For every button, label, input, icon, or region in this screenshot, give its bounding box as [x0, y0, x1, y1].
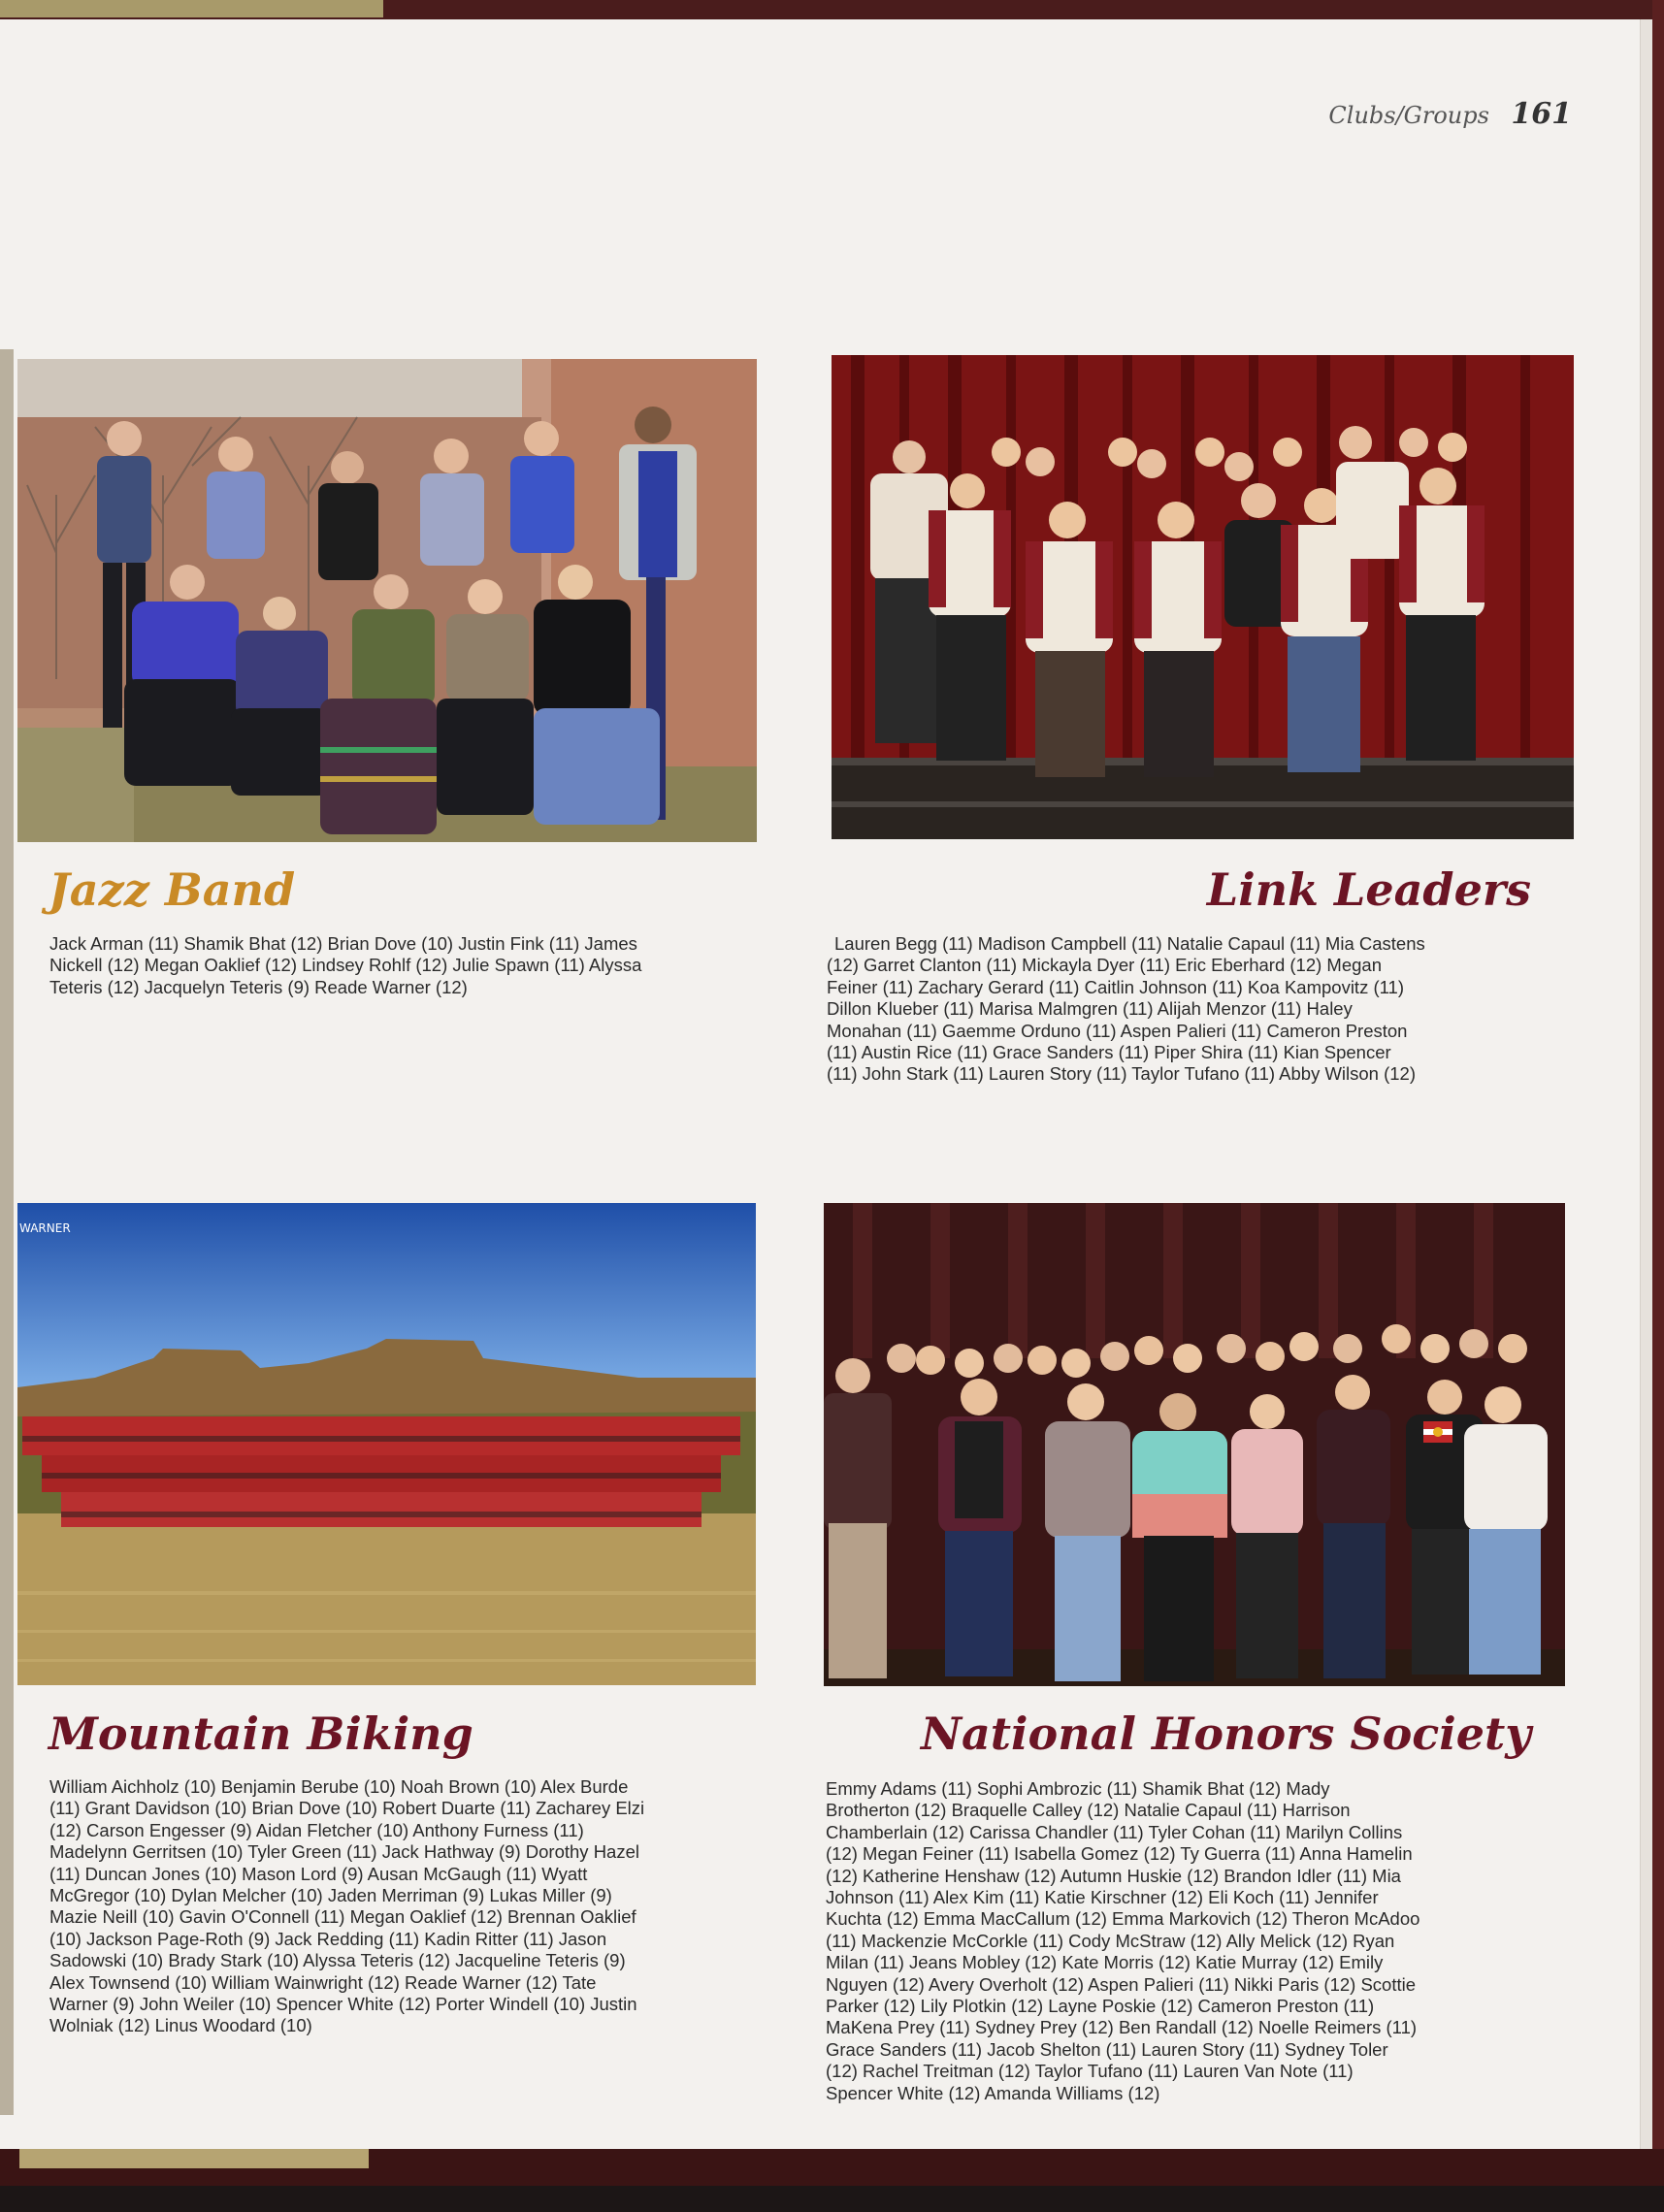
roster-line: (12) Carson Engesser (9) Aidan Fletcher (10) Anthony Furness (11) — [49, 1819, 584, 1840]
roster-line: Nickell (12) Megan Oaklief (12) Lindsey Rohlf (12) Julie Spawn (11) Alyssa — [49, 955, 642, 976]
national-honors-society-title: National Honors Society — [920, 1708, 1531, 1760]
national-honors-society-roster — [826, 1778, 1544, 2104]
roster-line: Teteris (12) Jacquelyn Teteris (9) Reade Warner (12) — [49, 976, 468, 997]
gold-ribbon — [0, 0, 383, 17]
roster-line: Spencer White (12) Amanda Williams (12) — [826, 2082, 1160, 2103]
roster-line: (12) Garret Clanton (11) Mickayla Dyer (11) Eric Eberhard (12) Megan — [827, 955, 1382, 976]
roster-line: (10) Jackson Page-Roth (9) Jack Redding (11) Kadin Ritter (11) Jason — [49, 1928, 607, 1949]
roster-line: Alex Townsend (10) William Wainwright (12) Reade Warner (12) Tate — [49, 1971, 597, 1993]
roster-line: (11) Duncan Jones (10) Mason Lord (9) Ausan McGaugh (11) Wyatt — [49, 1863, 588, 1884]
cover-edge — [1652, 0, 1664, 2212]
roster-line: (12) Megan Feiner (11) Isabella Gomez (12) Ty Guerra (11) Anna Hamelin — [826, 1843, 1413, 1865]
roster-line: Madelynn Gerritsen (10) Tyler Green (11) Jack Hathway (9) Dorothy Hazel — [49, 1841, 639, 1863]
roster-line: Chamberlain (12) Carissa Chandler (11) Tyler Cohan (11) Marilyn Collins — [826, 1821, 1403, 1842]
roster-line: Mazie Neill (10) Gavin O'Connell (11) Megan Oaklief (12) Brennan Oaklief — [49, 1906, 636, 1928]
roster-line: Milan (11) Jeans Mobley (12) Kate Morris (12) Katie Murray (12) Emily — [826, 1952, 1384, 1973]
roster-line: Nguyen (12) Avery Overholt (12) Aspen Palieri (11) Nikki Paris (12) Scottie — [826, 1973, 1417, 1995]
roster-line: (11) Grant Davidson (10) Brian Dove (10) Robert Duarte (11) Zacharey Elzi — [49, 1798, 645, 1819]
roster-line: Dillon Klueber (11) Marisa Malmgren (11) Alijah Menzor (11) Haley — [827, 998, 1353, 1020]
page-left-edge — [0, 349, 14, 2115]
roster-line: William Aichholz (10) Benjamin Berube (10) Noah Brown (10) Alex Burde — [49, 1776, 629, 1797]
roster-line: McGregor (10) Dylan Melcher (10) Jaden Merriman (9) Lukas Miller (9) — [49, 1885, 612, 1906]
table-surface — [0, 2186, 1664, 2212]
gold-ribbon-bottom — [19, 2149, 369, 2168]
roster-line: Warner (9) John Weiler (10) Spencer White (12) Porter Windell (10) Justin — [49, 1994, 637, 2015]
top-binding-strip — [0, 0, 1664, 21]
roster-line: MaKena Prey (11) Sydney Prey (12) Ben Randall (12) Noelle Reimers (11) — [826, 2017, 1418, 2038]
roster-line: Johnson (11) Alex Kim (11) Katie Kirschner (12) Eli Koch (11) Jennifer — [826, 1887, 1379, 1908]
page-right-edge — [1640, 19, 1653, 2152]
page-header — [1252, 97, 1572, 136]
jazz-band-title: Jazz Band — [49, 863, 296, 916]
jazz-band-roster — [49, 933, 767, 998]
roster-line: Feiner (11) Zachary Gerard (11) Caitlin Johnson (11) Koa Kampovitz (11) — [827, 976, 1404, 997]
roster-line: (12) Katherine Henshaw (12) Autumn Huskie (12) Brandon Idler (11) Mia — [826, 1865, 1401, 1886]
roster-line: Jack Arman (11) Shamik Bhat (12) Brian Dove (10) Justin Fink (11) James — [49, 933, 637, 954]
mountain-biking-photo — [17, 1203, 756, 1685]
roster-line: Lauren Begg (11) Madison Campbell (11) Natalie Capaul (11) Mia Castens — [834, 933, 1425, 954]
roster-line: (12) Rachel Treitman (12) Taylor Tufano (11) Lauren Van Note (11) — [826, 2061, 1354, 2082]
roster-line: Sadowski (10) Brady Stark (10) Alyssa Teteris (12) Jacqueline Teteris (9) — [49, 1950, 626, 1971]
roster-line: Grace Sanders (11) Jacob Shelton (11) Lauren Story (11) Sydney Toler — [826, 2038, 1388, 2060]
jazz-band-photo — [17, 359, 757, 842]
roster-line: Brotherton (12) Braquelle Calley (12) Natalie Capaul (11) Harrison — [826, 1800, 1351, 1821]
link-leaders-roster — [827, 933, 1545, 1086]
roster-line: Kuchta (12) Emma MacCallum (12) Emma Markovich (12) Theron McAdoo — [826, 1908, 1420, 1930]
link-leaders-title: Link Leaders — [1206, 863, 1531, 916]
mountain-biking-roster — [49, 1776, 767, 2037]
roster-line: Wolniak (12) Linus Woodard (10) — [49, 2015, 312, 2036]
roster-line: Monahan (11) Gaemme Orduno (11) Aspen Palieri (11) Cameron Preston — [827, 1020, 1408, 1041]
bottom-binding-strip — [0, 2149, 1664, 2212]
national-honors-society-photo — [824, 1203, 1565, 1686]
roster-line: Emmy Adams (11) Sophi Ambrozic (11) Shamik Bhat (12) Mady — [826, 1778, 1330, 1799]
roster-line: (11) Austin Rice (11) Grace Sanders (11) Piper Shira (11) Kian Spencer — [827, 1042, 1391, 1063]
roster-line: Parker (12) Lily Plotkin (12) Layne Poskie (12) Cameron Preston (11) — [826, 1996, 1375, 2017]
photo-watermark: WARNER — [19, 1221, 71, 1235]
page-number: 161 — [1511, 97, 1572, 131]
link-leaders-photo — [832, 355, 1574, 839]
mountain-biking-title: Mountain Biking — [49, 1708, 473, 1760]
section-name: Clubs/Groups — [1328, 102, 1489, 129]
roster-line: (11) Mackenzie McCorkle (11) Cody McStraw (12) Ally Melick (12) Ryan — [826, 1930, 1395, 1951]
roster-line: (11) John Stark (11) Lauren Story (11) Taylor Tufano (11) Abby Wilson (12) — [827, 1063, 1417, 1085]
